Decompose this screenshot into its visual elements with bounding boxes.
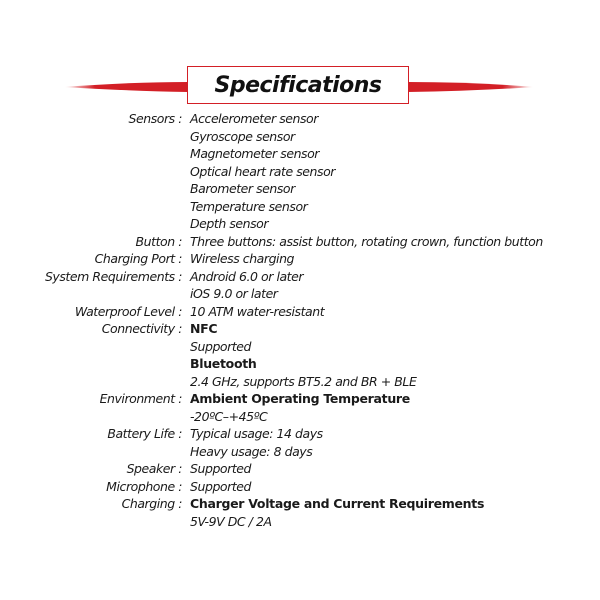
spec-row <box>0 285 600 303</box>
spec-row <box>0 215 600 233</box>
spec-value: Android 6.0 or later <box>190 268 304 284</box>
spec-row <box>0 513 600 531</box>
spec-value: Barometer sensor <box>190 181 295 196</box>
spec-value-heading: Charger Voltage and Current Requirements <box>190 496 485 511</box>
left-swoosh <box>64 82 188 92</box>
spec-label: Environment : <box>99 391 182 406</box>
spec-label: Button : <box>135 233 182 249</box>
spec-label: Microphone : <box>106 478 182 494</box>
spec-value: Gyroscope sensor <box>190 128 295 144</box>
spec-row <box>0 110 600 128</box>
spec-label: Waterproof Level : <box>74 303 182 319</box>
title-box <box>187 66 409 104</box>
spec-row <box>0 145 600 163</box>
spec-value: -20ºC–+45ºC <box>190 408 268 424</box>
spec-row <box>0 128 600 146</box>
spec-value: Heavy usage: 8 days <box>190 443 313 459</box>
spec-row <box>0 198 600 216</box>
spec-value: Optical heart rate sensor <box>190 163 335 179</box>
spec-value: Magnetometer sensor <box>190 146 319 161</box>
spec-row <box>0 320 600 338</box>
spec-value: Temperature sensor <box>190 198 308 214</box>
spec-value-heading: Ambient Operating Temperature <box>190 391 410 406</box>
spec-value: Typical usage: 14 days <box>190 426 323 441</box>
spec-value: 2.4 GHz, supports BT5.2 and BR + BLE <box>190 373 417 389</box>
spec-row <box>0 163 600 181</box>
spec-value: Accelerometer sensor <box>190 111 318 126</box>
spec-row <box>0 425 600 443</box>
spec-label: System Requirements : <box>44 268 182 284</box>
spec-value: iOS 9.0 or later <box>190 286 278 301</box>
spec-row <box>0 390 600 408</box>
spec-row <box>0 355 600 373</box>
spec-value: Wireless charging <box>190 251 295 266</box>
spec-label: Connectivity : <box>101 321 182 336</box>
spec-row <box>0 373 600 391</box>
spec-value: Supported <box>190 338 251 354</box>
spec-value-heading: NFC <box>190 321 218 336</box>
spec-row <box>0 495 600 513</box>
spec-row <box>0 250 600 268</box>
spec-value: 5V-9V DC / 2A <box>190 513 272 529</box>
spec-value-heading: Bluetooth <box>190 356 257 371</box>
spec-row <box>0 443 600 461</box>
spec-row <box>0 338 600 356</box>
page-title: Specifications <box>214 72 382 98</box>
right-swoosh <box>408 82 534 92</box>
header <box>0 0 600 110</box>
spec-row <box>0 460 600 478</box>
spec-label: Charging Port : <box>94 251 182 266</box>
spec-label: Sensors : <box>128 111 182 126</box>
spec-value: 10 ATM water-resistant <box>190 303 325 319</box>
spec-row <box>0 180 600 198</box>
spec-row <box>0 233 600 251</box>
spec-label: Battery Life : <box>107 426 182 441</box>
spec-row <box>0 478 600 496</box>
spec-value: Depth sensor <box>190 216 269 231</box>
spec-value: Supported <box>190 461 251 476</box>
spec-value: Supported <box>190 478 251 494</box>
spec-row <box>0 303 600 321</box>
spec-value: Three buttons: assist button, rotating crown, function button <box>190 233 543 249</box>
spec-label: Charging : <box>121 496 182 511</box>
spec-row <box>0 408 600 426</box>
spec-label: Speaker : <box>126 461 182 476</box>
spec-row <box>0 268 600 286</box>
